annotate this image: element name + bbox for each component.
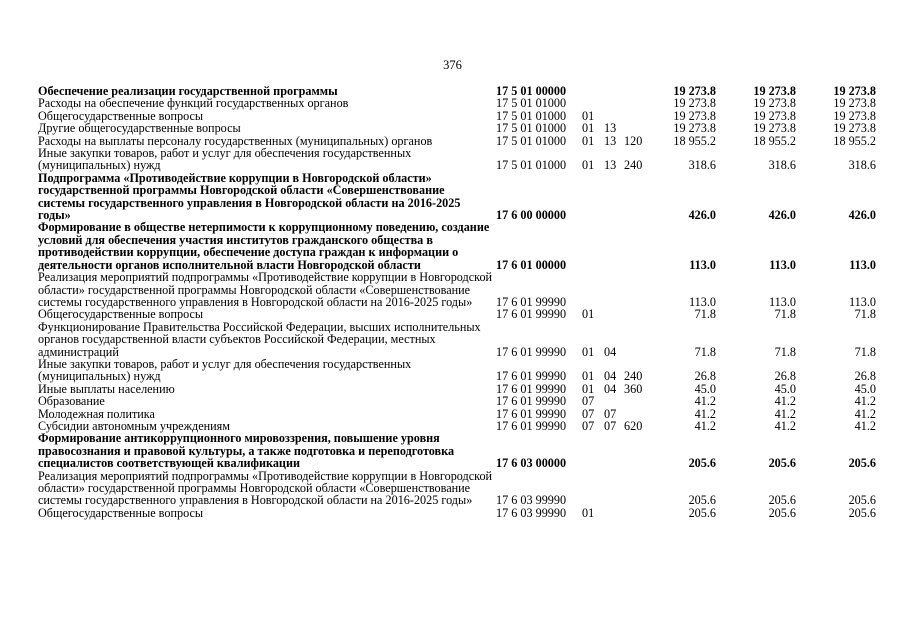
target-article-code: 17 6 01 00000 — [496, 257, 567, 272]
row-name: Функционирование Правительства Российской Федерации, высших исполнительных органов государственной власти субъектов Российской Федерации, местных администраций — [38, 319, 481, 359]
target-article-code: 17 6 01 99990 — [496, 418, 567, 433]
expense-type-code: 120 — [624, 133, 643, 148]
target-article-code: 17 6 01 99990 — [496, 381, 567, 396]
amount-year-1: 205.6 — [688, 505, 716, 520]
target-article-code: 17 5 01 01000 — [496, 121, 567, 136]
amount-year-3: 318.6 — [848, 158, 876, 173]
amount-year-3: 41.2 — [854, 394, 876, 409]
section-code: 01 — [582, 121, 595, 136]
row-name: Общегосударственные вопросы — [38, 505, 204, 520]
target-article-code: 17 6 03 99990 — [496, 493, 567, 508]
amount-year-3: 41.2 — [854, 406, 876, 421]
amount-year-1: 19 273.8 — [673, 121, 716, 136]
amount-year-3: 19 273.8 — [833, 121, 876, 136]
amount-year-1: 205.6 — [688, 493, 716, 508]
subsection-code: 13 — [604, 121, 617, 136]
amount-year-1: 426.0 — [688, 208, 716, 223]
row-name: Формирование в обществе нетерпимости к коррупционному поведению, создание условий для обеспечения участия институтов гражданского общества в противодействии коррупции, обеспечение доступа граждан к информации о деятельности органов исполнительной власти Новгородской области — [38, 220, 490, 272]
amount-year-2: 26.8 — [774, 369, 796, 384]
target-article-code: 17 6 01 99990 — [496, 307, 567, 322]
page-number: 376 — [443, 58, 462, 72]
subsection-code: 13 — [604, 158, 617, 173]
section-code: 01 — [582, 133, 595, 148]
amount-year-1: 45.0 — [694, 381, 716, 396]
amount-year-1: 18 955.2 — [673, 133, 716, 148]
amount-year-3: 113.0 — [849, 294, 876, 309]
row-name: Субсидии автономным учреждениям — [38, 418, 230, 433]
row-name: Подпрограмма «Противодействие коррупции в Новгородской области» государственной программы Новгородской области «Совершенствование системы государственного управления в Новгородской области на 2016-2025 годы» — [38, 170, 461, 223]
row-name: Реализация мероприятий подпрограммы «Противодействие коррупции в Новгородской области» государственной программы Новгородской области «Совершенствование системы государственного управления в Новгородской области на 2016-2025 годы» — [38, 270, 493, 309]
row-name: Расходы на обеспечение функций государственных органов — [38, 96, 349, 111]
table-row — [38, 321, 885, 358]
section-code: 01 — [582, 369, 595, 384]
table-row — [38, 122, 885, 134]
amount-year-3: 205.6 — [848, 456, 876, 471]
subsection-code: 07 — [604, 418, 617, 433]
amount-year-1: 71.8 — [694, 344, 716, 359]
amount-year-1: 26.8 — [694, 369, 716, 384]
amount-year-3: 71.8 — [854, 344, 876, 359]
amount-year-3: 19 273.8 — [833, 108, 876, 123]
expense-type-code: 620 — [624, 418, 643, 433]
amount-year-2: 205.6 — [768, 493, 796, 508]
amount-year-2: 113.0 — [769, 257, 796, 272]
table-row — [38, 172, 885, 222]
expense-type-code: 360 — [624, 381, 643, 396]
amount-year-1: 41.2 — [694, 394, 716, 409]
subsection-code: 04 — [604, 381, 617, 396]
amount-year-2: 205.6 — [768, 505, 796, 520]
row-name: Формирование антикоррупционного мировоззрения, повышение уровня правосознания и правовой культуры, а также подготовка и переподготовка специалистов соответствующей квалификации — [38, 431, 455, 471]
amount-year-1: 205.6 — [688, 456, 716, 471]
amount-year-3: 41.2 — [854, 418, 876, 433]
table-row — [38, 147, 885, 172]
amount-year-2: 205.6 — [768, 456, 796, 471]
table-row — [38, 395, 885, 407]
row-name: Иные закупки товаров, работ и услуг для обеспечения государственных (муниципальных) нужд — [38, 356, 412, 384]
section-code: 07 — [582, 394, 595, 409]
amount-year-3: 205.6 — [848, 505, 876, 520]
amount-year-3: 26.8 — [854, 369, 876, 384]
target-article-code: 17 6 00 00000 — [496, 208, 567, 223]
amount-year-3: 71.8 — [854, 307, 876, 322]
amount-year-3: 205.6 — [848, 493, 876, 508]
target-article-code: 17 6 01 99990 — [496, 394, 567, 409]
table-row — [38, 271, 885, 308]
amount-year-2: 18 955.2 — [753, 133, 796, 148]
target-article-code: 17 6 01 99990 — [496, 294, 567, 309]
amount-year-2: 71.8 — [774, 344, 796, 359]
amount-year-2: 41.2 — [774, 406, 796, 421]
row-name: Расходы на выплаты персоналу государственных (муниципальных) органов — [38, 133, 433, 148]
target-article-code: 17 5 01 01000 — [496, 108, 567, 123]
amount-year-2: 19 273.8 — [753, 108, 796, 123]
section-code: 01 — [582, 158, 595, 173]
amount-year-2: 113.0 — [769, 294, 796, 309]
target-article-code: 17 6 01 99990 — [496, 369, 567, 384]
row-name: Образование — [38, 394, 105, 409]
section-code: 07 — [582, 418, 595, 433]
row-name: Общегосударственные вопросы — [38, 307, 204, 322]
amount-year-3: 19 273.8 — [833, 96, 876, 111]
amount-year-1: 318.6 — [688, 158, 716, 173]
budget-table — [38, 85, 885, 519]
amount-year-2: 318.6 — [768, 158, 796, 173]
table-row — [38, 308, 885, 320]
amount-year-1: 19 273.8 — [673, 108, 716, 123]
expense-type-code: 240 — [624, 369, 643, 384]
target-article-code: 17 5 01 01000 — [496, 133, 567, 148]
amount-year-1: 41.2 — [694, 406, 716, 421]
amount-year-1: 41.2 — [694, 418, 716, 433]
amount-year-2: 19 273.8 — [753, 84, 796, 98]
amount-year-2: 19 273.8 — [753, 121, 796, 136]
table-row — [38, 507, 885, 519]
target-article-code: 17 5 01 01000 — [496, 158, 567, 173]
section-code: 01 — [582, 307, 595, 322]
row-name: Другие общегосударственные вопросы — [38, 121, 241, 136]
table-row — [38, 432, 885, 469]
table-row — [38, 97, 885, 109]
target-article-code: 17 6 01 99990 — [496, 406, 567, 421]
subsection-code: 13 — [604, 133, 617, 148]
row-name: Иные выплаты населению — [38, 381, 175, 396]
section-code: 01 — [582, 505, 595, 520]
section-code: 07 — [582, 406, 595, 421]
table-row — [38, 358, 885, 383]
target-article-code: 17 5 01 01000 — [496, 96, 567, 111]
amount-year-3: 113.0 — [849, 257, 876, 272]
target-article-code: 17 5 01 00000 — [496, 84, 567, 98]
amount-year-1: 71.8 — [694, 307, 716, 322]
amount-year-3: 45.0 — [854, 381, 876, 396]
amount-year-2: 41.2 — [774, 394, 796, 409]
amount-year-2: 41.2 — [774, 418, 796, 433]
target-article-code: 17 6 01 99990 — [496, 344, 567, 359]
amount-year-1: 19 273.8 — [673, 84, 716, 98]
section-code: 01 — [582, 381, 595, 396]
row-name: Обеспечение реализации государственной программы — [38, 84, 338, 98]
amount-year-2: 19 273.8 — [753, 96, 796, 111]
amount-year-3: 426.0 — [848, 208, 876, 223]
subsection-code: 07 — [604, 406, 617, 421]
table-row — [38, 383, 885, 395]
row-name: Общегосударственные вопросы — [38, 108, 204, 123]
subsection-code: 04 — [604, 369, 617, 384]
amount-year-1: 113.0 — [689, 294, 716, 309]
section-code: 01 — [582, 108, 595, 123]
amount-year-2: 45.0 — [774, 381, 796, 396]
amount-year-3: 19 273.8 — [833, 84, 876, 98]
amount-year-2: 71.8 — [774, 307, 796, 322]
target-article-code: 17 6 03 00000 — [496, 456, 567, 471]
table-row — [38, 470, 885, 507]
amount-year-1: 113.0 — [689, 257, 716, 272]
target-article-code: 17 6 03 99990 — [496, 505, 567, 520]
row-name: Молодежная политика — [38, 406, 155, 421]
amount-year-1: 19 273.8 — [673, 96, 716, 111]
subsection-code: 04 — [604, 344, 617, 359]
row-name: Иные закупки товаров, работ и услуг для обеспечения государственных (муниципальных) нужд — [38, 146, 412, 173]
amount-year-3: 18 955.2 — [833, 133, 876, 148]
row-name: Реализация мероприятий подпрограммы «Противодействие коррупции в Новгородской области» государственной программы Новгородской области «Совершенствование системы государственного управления в Новгородской области на 2016-2025 годы» — [38, 468, 493, 508]
table-row — [38, 221, 885, 271]
section-code: 01 — [582, 344, 595, 359]
expense-type-code: 240 — [624, 158, 643, 173]
amount-year-2: 426.0 — [768, 208, 796, 223]
